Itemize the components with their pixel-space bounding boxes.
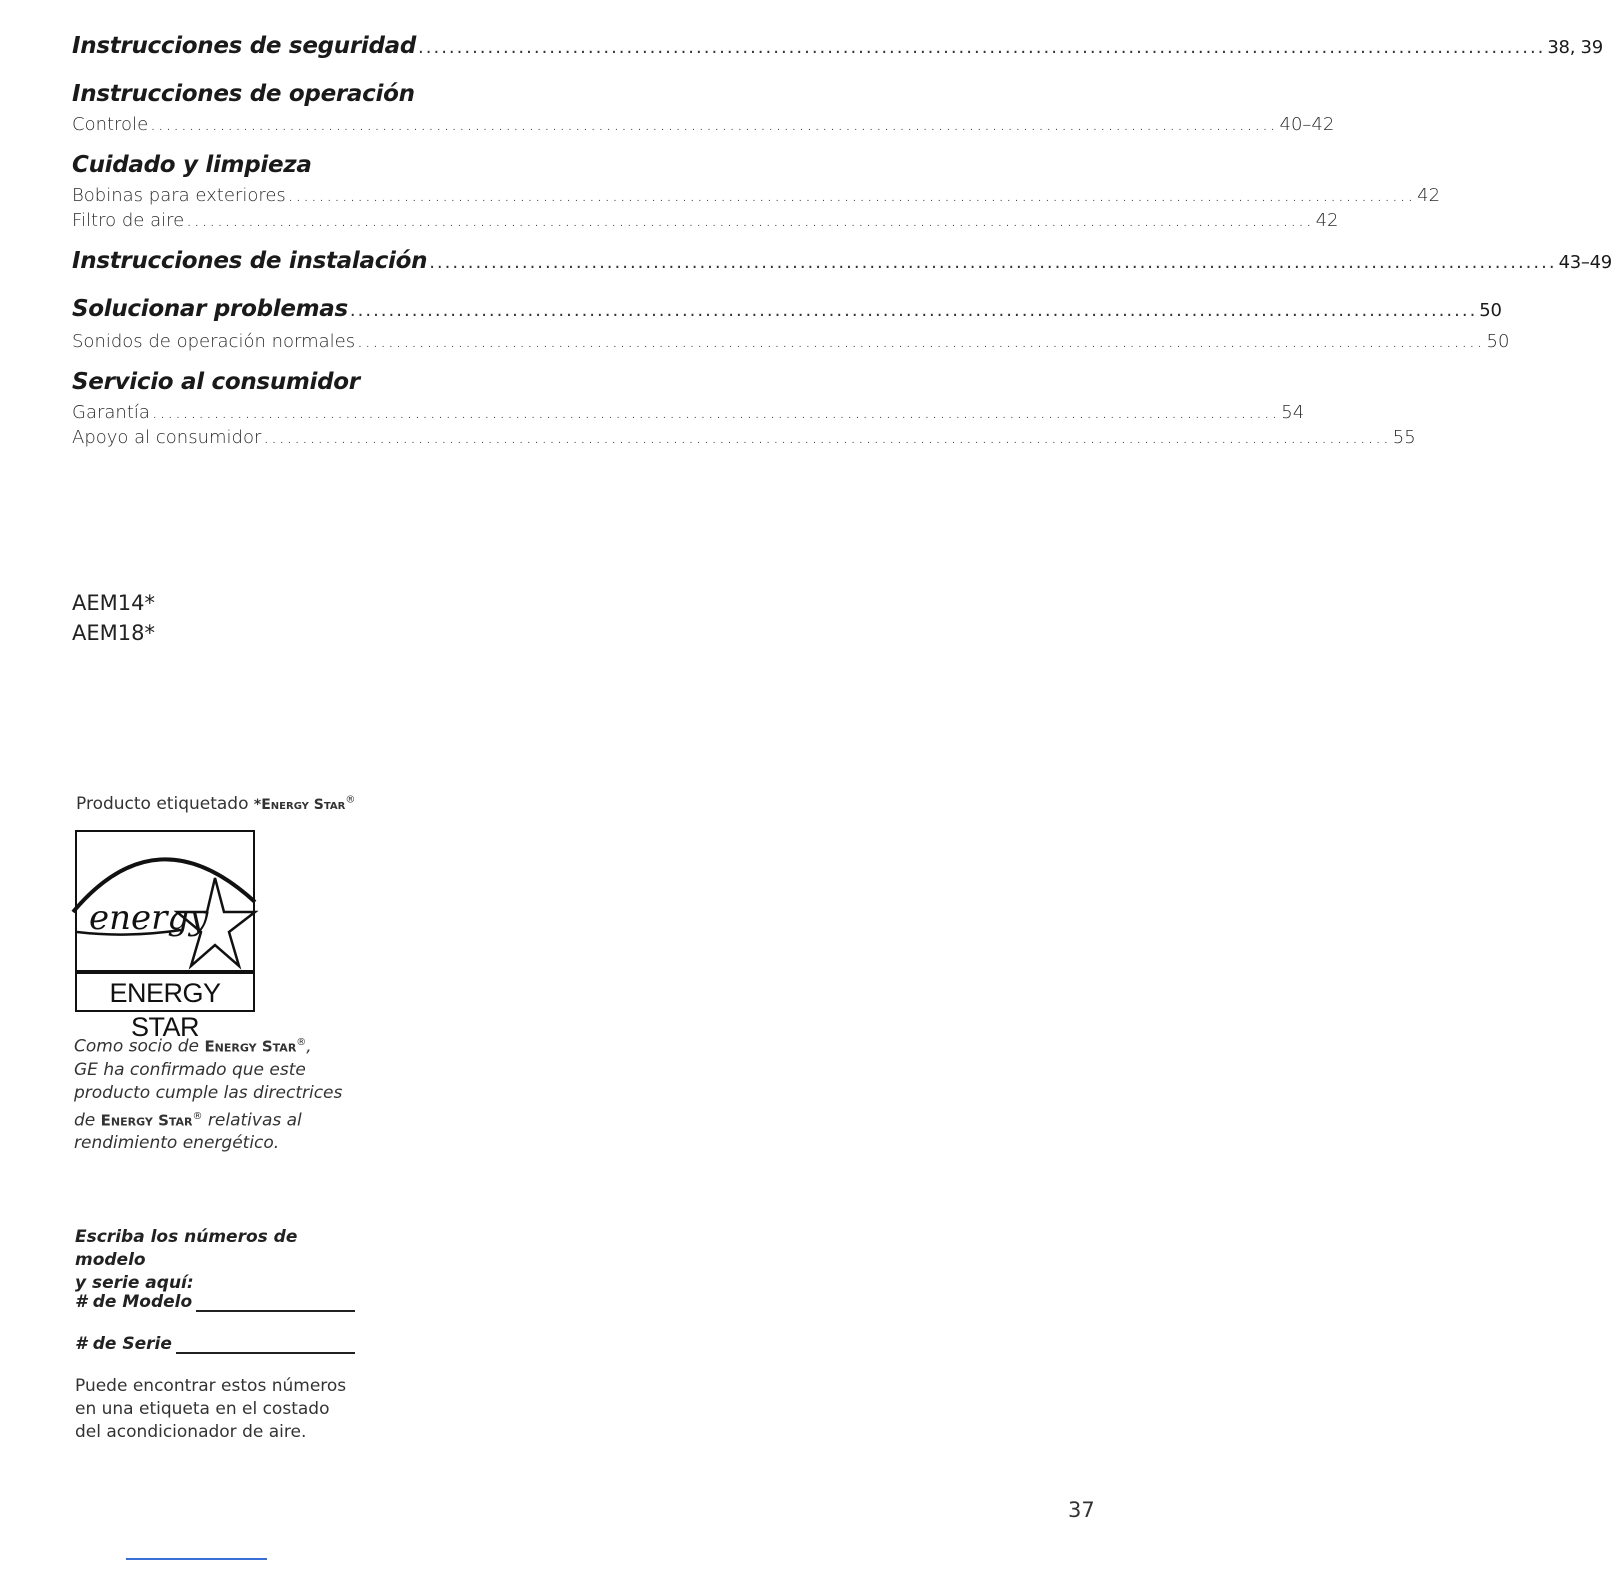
toc-page-ref: 42: [1417, 185, 1441, 206]
toc-leader-dots: [429, 245, 1556, 281]
toc-heading-row[interactable]: [72, 291, 1502, 329]
toc-item-row[interactable]: [72, 400, 1305, 425]
find-note-line2: en una etiqueta en el costado: [75, 1399, 330, 1419]
toc-heading: Instrucciones de instalación: [72, 248, 428, 274]
toc-page-ref: 50: [1486, 331, 1510, 352]
record-numbers-title: [75, 1226, 365, 1295]
toc-item-label: Bobinas para exteriores: [72, 185, 286, 206]
toc-section-instalacion: [72, 243, 1612, 281]
registered-mark: ®: [345, 794, 356, 806]
toc-page-ref: 40–42: [1279, 114, 1335, 135]
toc-item-row[interactable]: [72, 112, 1335, 137]
logo-divider: [77, 970, 253, 974]
energy-star-brand: *Energy Star: [253, 797, 346, 813]
model-number-blank[interactable]: [196, 1292, 355, 1312]
toc-page-ref: 38, 39: [1547, 37, 1603, 58]
energy-star-logo-icon: [77, 832, 253, 970]
toc-item-row[interactable]: [72, 329, 1510, 354]
energy-star-label-prefix: Producto etiquetado: [76, 794, 249, 814]
partner-line4-prefix: de: [74, 1110, 96, 1131]
footer-rule: [126, 1558, 267, 1560]
toc-page-ref: 42: [1315, 210, 1339, 231]
toc-heading: Instrucciones de seguridad: [72, 33, 417, 59]
toc-section-operacion: [72, 76, 1335, 137]
find-note-line1: Puede encontrar estos números: [75, 1376, 347, 1396]
toc-heading: Cuidado y limpieza: [72, 152, 312, 178]
record-title-line2: y serie aquí:: [75, 1273, 194, 1293]
toc-item-label: Garantía: [72, 402, 150, 423]
partner-line1-prefix: Como socio de: [74, 1036, 200, 1057]
toc-heading: Instrucciones de operación: [72, 81, 415, 107]
energy-star-partner-statement: [74, 1031, 354, 1155]
find-numbers-note: [75, 1375, 365, 1444]
toc-leader-dots: [288, 183, 1415, 208]
toc-leader-dots: [357, 329, 1484, 354]
toc-section-cuidado: [72, 147, 1441, 233]
toc-heading-row[interactable]: [72, 147, 500, 183]
toc-section-seguridad: [72, 28, 1603, 66]
model-number-label: # de Modelo: [75, 1292, 193, 1312]
toc-section-problemas: [72, 291, 1510, 354]
toc-page-ref: 54: [1281, 402, 1305, 423]
model-number: AEM18*: [72, 621, 155, 645]
partner-brand: Energy Star: [100, 1111, 193, 1130]
toc-leader-dots: [263, 425, 1390, 450]
table-of-contents: [72, 28, 1612, 460]
toc-item-row[interactable]: [72, 425, 1416, 450]
partner-brand: Energy Star: [204, 1037, 297, 1056]
energy-star-logo: [75, 830, 255, 1042]
toc-leader-dots: [150, 112, 1277, 137]
toc-heading-row[interactable]: [72, 243, 1612, 281]
toc-heading-row[interactable]: [72, 364, 500, 400]
toc-item-label: Controle: [72, 114, 149, 135]
toc-section-servicio: [72, 364, 1416, 450]
toc-heading: Servicio al consumidor: [72, 369, 360, 395]
toc-page-ref: 43–49: [1558, 252, 1612, 273]
record-title-line1: Escriba los números de modelo: [75, 1227, 298, 1270]
partner-line3: producto cumple las directrices: [74, 1082, 343, 1103]
model-list: [72, 588, 155, 648]
toc-item-label: Sonidos de operación normales: [72, 331, 356, 352]
toc-heading-row[interactable]: [72, 28, 1603, 66]
toc-item-row[interactable]: [72, 183, 1441, 208]
toc-item-label: Apoyo al consumidor: [72, 427, 262, 448]
serial-number-field[interactable]: [75, 1334, 355, 1354]
model-number: AEM14*: [72, 591, 155, 615]
toc-heading-row[interactable]: [72, 76, 500, 112]
registered-mark: ®: [296, 1037, 307, 1048]
energy-star-logo-text: ENERGY STAR: [109, 978, 221, 1042]
toc-item-label: Filtro de aire: [72, 210, 185, 231]
toc-leader-dots: [350, 293, 1477, 329]
find-note-line3: del acondicionador de aire.: [75, 1422, 307, 1442]
model-number-field[interactable]: [75, 1292, 355, 1312]
toc-leader-dots: [186, 208, 1313, 233]
partner-line5: rendimiento energético.: [74, 1133, 280, 1154]
toc-item-row[interactable]: [72, 208, 1339, 233]
energy-star-label: [76, 794, 355, 814]
toc-heading: Solucionar problemas: [72, 296, 348, 322]
partner-line1-suffix: ,: [306, 1036, 312, 1057]
serial-number-label: # de Serie: [75, 1334, 172, 1354]
partner-line2: GE ha confirmado que este: [74, 1059, 306, 1080]
registered-mark: ®: [192, 1110, 203, 1122]
toc-page-ref: 50: [1479, 300, 1502, 321]
toc-leader-dots: [152, 400, 1279, 425]
partner-line4-suffix: relativas al: [207, 1110, 302, 1131]
energy-script-text: energy: [89, 898, 209, 938]
page-number: 37: [1068, 1498, 1095, 1522]
toc-page-ref: 55: [1392, 427, 1416, 448]
toc-leader-dots: [418, 30, 1545, 66]
serial-number-blank[interactable]: [176, 1334, 355, 1354]
